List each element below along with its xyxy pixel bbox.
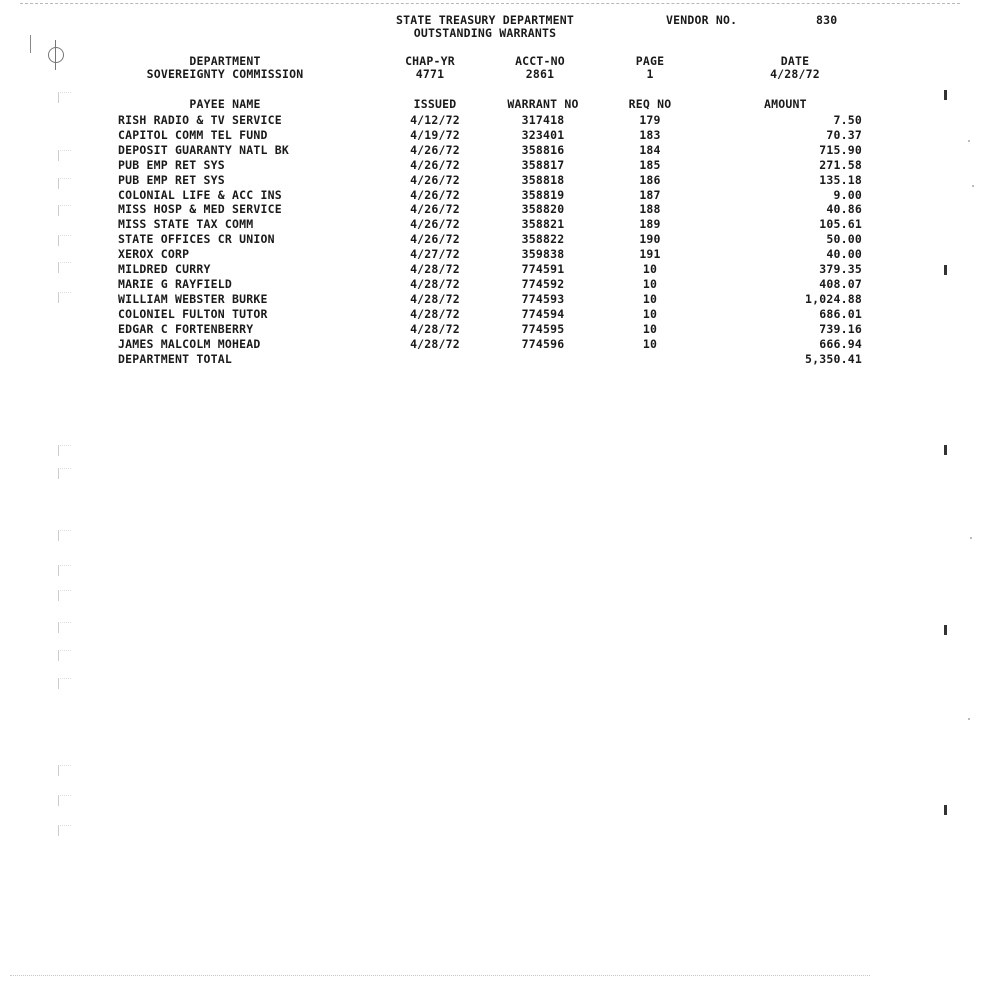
warrant-number-cell: 774596 [521,336,565,351]
column-header-warrant: WARRANT NO [507,97,579,111]
table-row [0,248,984,263]
req-number-cell: 179 [639,113,661,127]
column-header-issued: ISSUED [413,97,457,111]
margin-mark [58,795,71,806]
issued-date-cell: 4/28/72 [410,321,460,336]
payee-name-cell: JAMES MALCOLM MOHEAD [118,336,261,351]
warrant-number-cell: 358817 [521,157,565,172]
payee-name-cell: RISH RADIO & TV SERVICE [118,113,282,127]
report-title: STATE TREASURY DEPARTMENT [395,13,575,27]
speck [970,537,972,539]
table-row [0,189,984,204]
payee-name-cell: COLONIAL LIFE & ACC INS [118,187,282,202]
margin-mark [58,678,71,689]
warrant-number-cell: 358819 [521,187,565,202]
column-header-req: REQ NO [628,97,672,111]
department-value: SOVEREIGNTY COMMISSION [146,67,304,81]
amount-cell: 105.61 [819,217,862,232]
table-row [0,203,984,218]
payee-name-cell: EDGAR C FORTENBERRY [118,321,254,336]
warrant-number-cell: 358818 [521,172,565,187]
table-row [0,159,984,174]
issued-date-cell: 4/28/72 [410,262,460,276]
amount-cell: 666.94 [819,336,862,351]
req-number-cell: 10 [642,291,658,306]
margin-mark [58,445,71,456]
warrant-number-cell: 774595 [521,321,565,336]
report-subtitle: OUTSTANDING WARRANTS [413,26,557,40]
amount-cell: 271.58 [819,157,862,172]
req-number-cell: 191 [639,247,661,262]
amount-cell: 50.00 [826,232,862,247]
payee-name-cell: CAPITOL COMM TEL FUND [118,127,268,142]
payee-name-cell: MARIE G RAYFIELD [118,276,232,291]
issued-date-cell: 4/12/72 [410,113,460,127]
req-number-cell: 10 [642,262,658,276]
req-number-cell: 188 [639,202,661,217]
vendor-number: 830 [816,13,838,27]
date-label: DATE [780,54,810,68]
margin-tick-mark [30,35,31,53]
payee-name-cell: XEROX CORP [118,247,190,262]
margin-mark [58,765,71,776]
right-margin-mark [944,805,947,815]
table-row [0,129,984,144]
issued-date-cell: 4/26/72 [410,202,460,217]
payee-name-cell: PUB EMP RET SYS [118,172,225,187]
table-row [0,144,984,159]
amount-cell: 408.07 [819,276,862,291]
acct-label: ACCT-NO [515,54,565,68]
issued-date-cell: 4/27/72 [410,247,460,262]
warrant-number-cell: 774592 [521,276,565,291]
req-number-cell: 10 [642,276,658,291]
right-margin-mark [944,90,947,100]
page-value: 1 [646,67,654,81]
margin-mark [58,92,71,103]
amount-cell: 135.18 [819,172,862,187]
amount-cell: 739.16 [819,321,862,336]
warrant-number-cell: 358822 [521,232,565,247]
issued-date-cell: 4/26/72 [410,157,460,172]
right-margin-mark [944,445,947,455]
speck [968,718,970,720]
amount-cell: 379.35 [819,262,862,276]
date-value: 4/28/72 [770,67,820,81]
issued-date-cell: 4/28/72 [410,291,460,306]
table-row [0,114,984,129]
amount-cell: 40.00 [826,247,862,262]
bottom-perforation-line [10,975,870,976]
warrant-number-cell: 359838 [521,247,565,262]
acct-value: 2861 [525,67,555,81]
req-number-cell: 183 [639,127,661,142]
warrant-number-cell: 317418 [521,113,565,127]
issued-date-cell: 4/28/72 [410,336,460,351]
issued-date-cell: 4/28/72 [410,276,460,291]
chapyr-label: CHAP-YR [405,54,455,68]
top-perforation-line [20,3,960,4]
issued-date-cell: 4/26/72 [410,217,460,232]
warrant-number-cell: 358820 [521,202,565,217]
payee-name-cell: STATE OFFICES CR UNION [118,232,275,247]
issued-date-cell: 4/28/72 [410,306,460,321]
req-number-cell: 10 [642,321,658,336]
department-label: DEPARTMENT [189,54,261,68]
margin-mark [58,622,71,633]
issued-date-cell: 4/19/72 [410,127,460,142]
payee-name-cell: MISS STATE TAX COMM [118,217,254,232]
punch-hole [48,47,64,63]
req-number-cell: 184 [639,142,661,157]
warrant-number-cell: 358821 [521,217,565,232]
payee-name-cell: DEPOSIT GUARANTY NATL BK [118,142,289,157]
margin-mark [58,825,71,836]
payee-name-cell: MISS HOSP & MED SERVICE [118,202,282,217]
table-row [0,323,984,338]
table-row [0,293,984,308]
issued-date-cell: 4/26/72 [410,187,460,202]
amount-cell: 686.01 [819,306,862,321]
warrant-number-cell: 358816 [521,142,565,157]
issued-date-cell: 4/26/72 [410,172,460,187]
margin-mark [58,650,71,661]
page-label: PAGE [635,54,665,68]
table-row [0,308,984,323]
column-header-payee: PAYEE NAME [189,97,261,111]
amount-cell: 715.90 [819,142,862,157]
amount-cell: 40.86 [826,202,862,217]
amount-cell: 70.37 [826,127,862,142]
table-row [0,278,984,293]
payee-name-cell: WILLIAM WEBSTER BURKE [118,291,268,306]
table-row [0,263,984,278]
column-header-amount: AMOUNT [764,97,807,111]
issued-date-cell: 4/26/72 [410,232,460,247]
warrant-number-cell: 323401 [521,127,565,142]
vendor-label: VENDOR NO. [666,13,738,27]
req-number-cell: 10 [642,336,658,351]
margin-mark [58,468,71,479]
req-number-cell: 186 [639,172,661,187]
margin-mark [58,565,71,576]
amount-cell: 7.50 [833,113,862,127]
department-total-value: 5,350.41 [805,352,862,366]
warrant-number-cell: 774593 [521,291,565,306]
chapyr-value: 4771 [415,67,445,81]
payee-name-cell: MILDRED CURRY [118,262,211,276]
amount-cell: 9.00 [833,187,862,202]
warrant-number-cell: 774594 [521,306,565,321]
table-row [0,338,984,353]
amount-cell: 1,024.88 [805,291,862,306]
margin-mark [58,590,71,601]
req-number-cell: 185 [639,157,661,172]
margin-mark [58,530,71,541]
req-number-cell: 189 [639,217,661,232]
payee-name-cell: PUB EMP RET SYS [118,157,225,172]
warrant-number-cell: 774591 [521,262,565,276]
req-number-cell: 190 [639,232,661,247]
payee-name-cell: COLONIEL FULTON TUTOR [118,306,268,321]
right-margin-mark [944,625,947,635]
table-row [0,233,984,248]
table-row [0,174,984,189]
issued-date-cell: 4/26/72 [410,142,460,157]
req-number-cell: 187 [639,187,661,202]
department-total-label: DEPARTMENT TOTAL [118,352,232,366]
table-row [0,218,984,233]
req-number-cell: 10 [642,306,658,321]
